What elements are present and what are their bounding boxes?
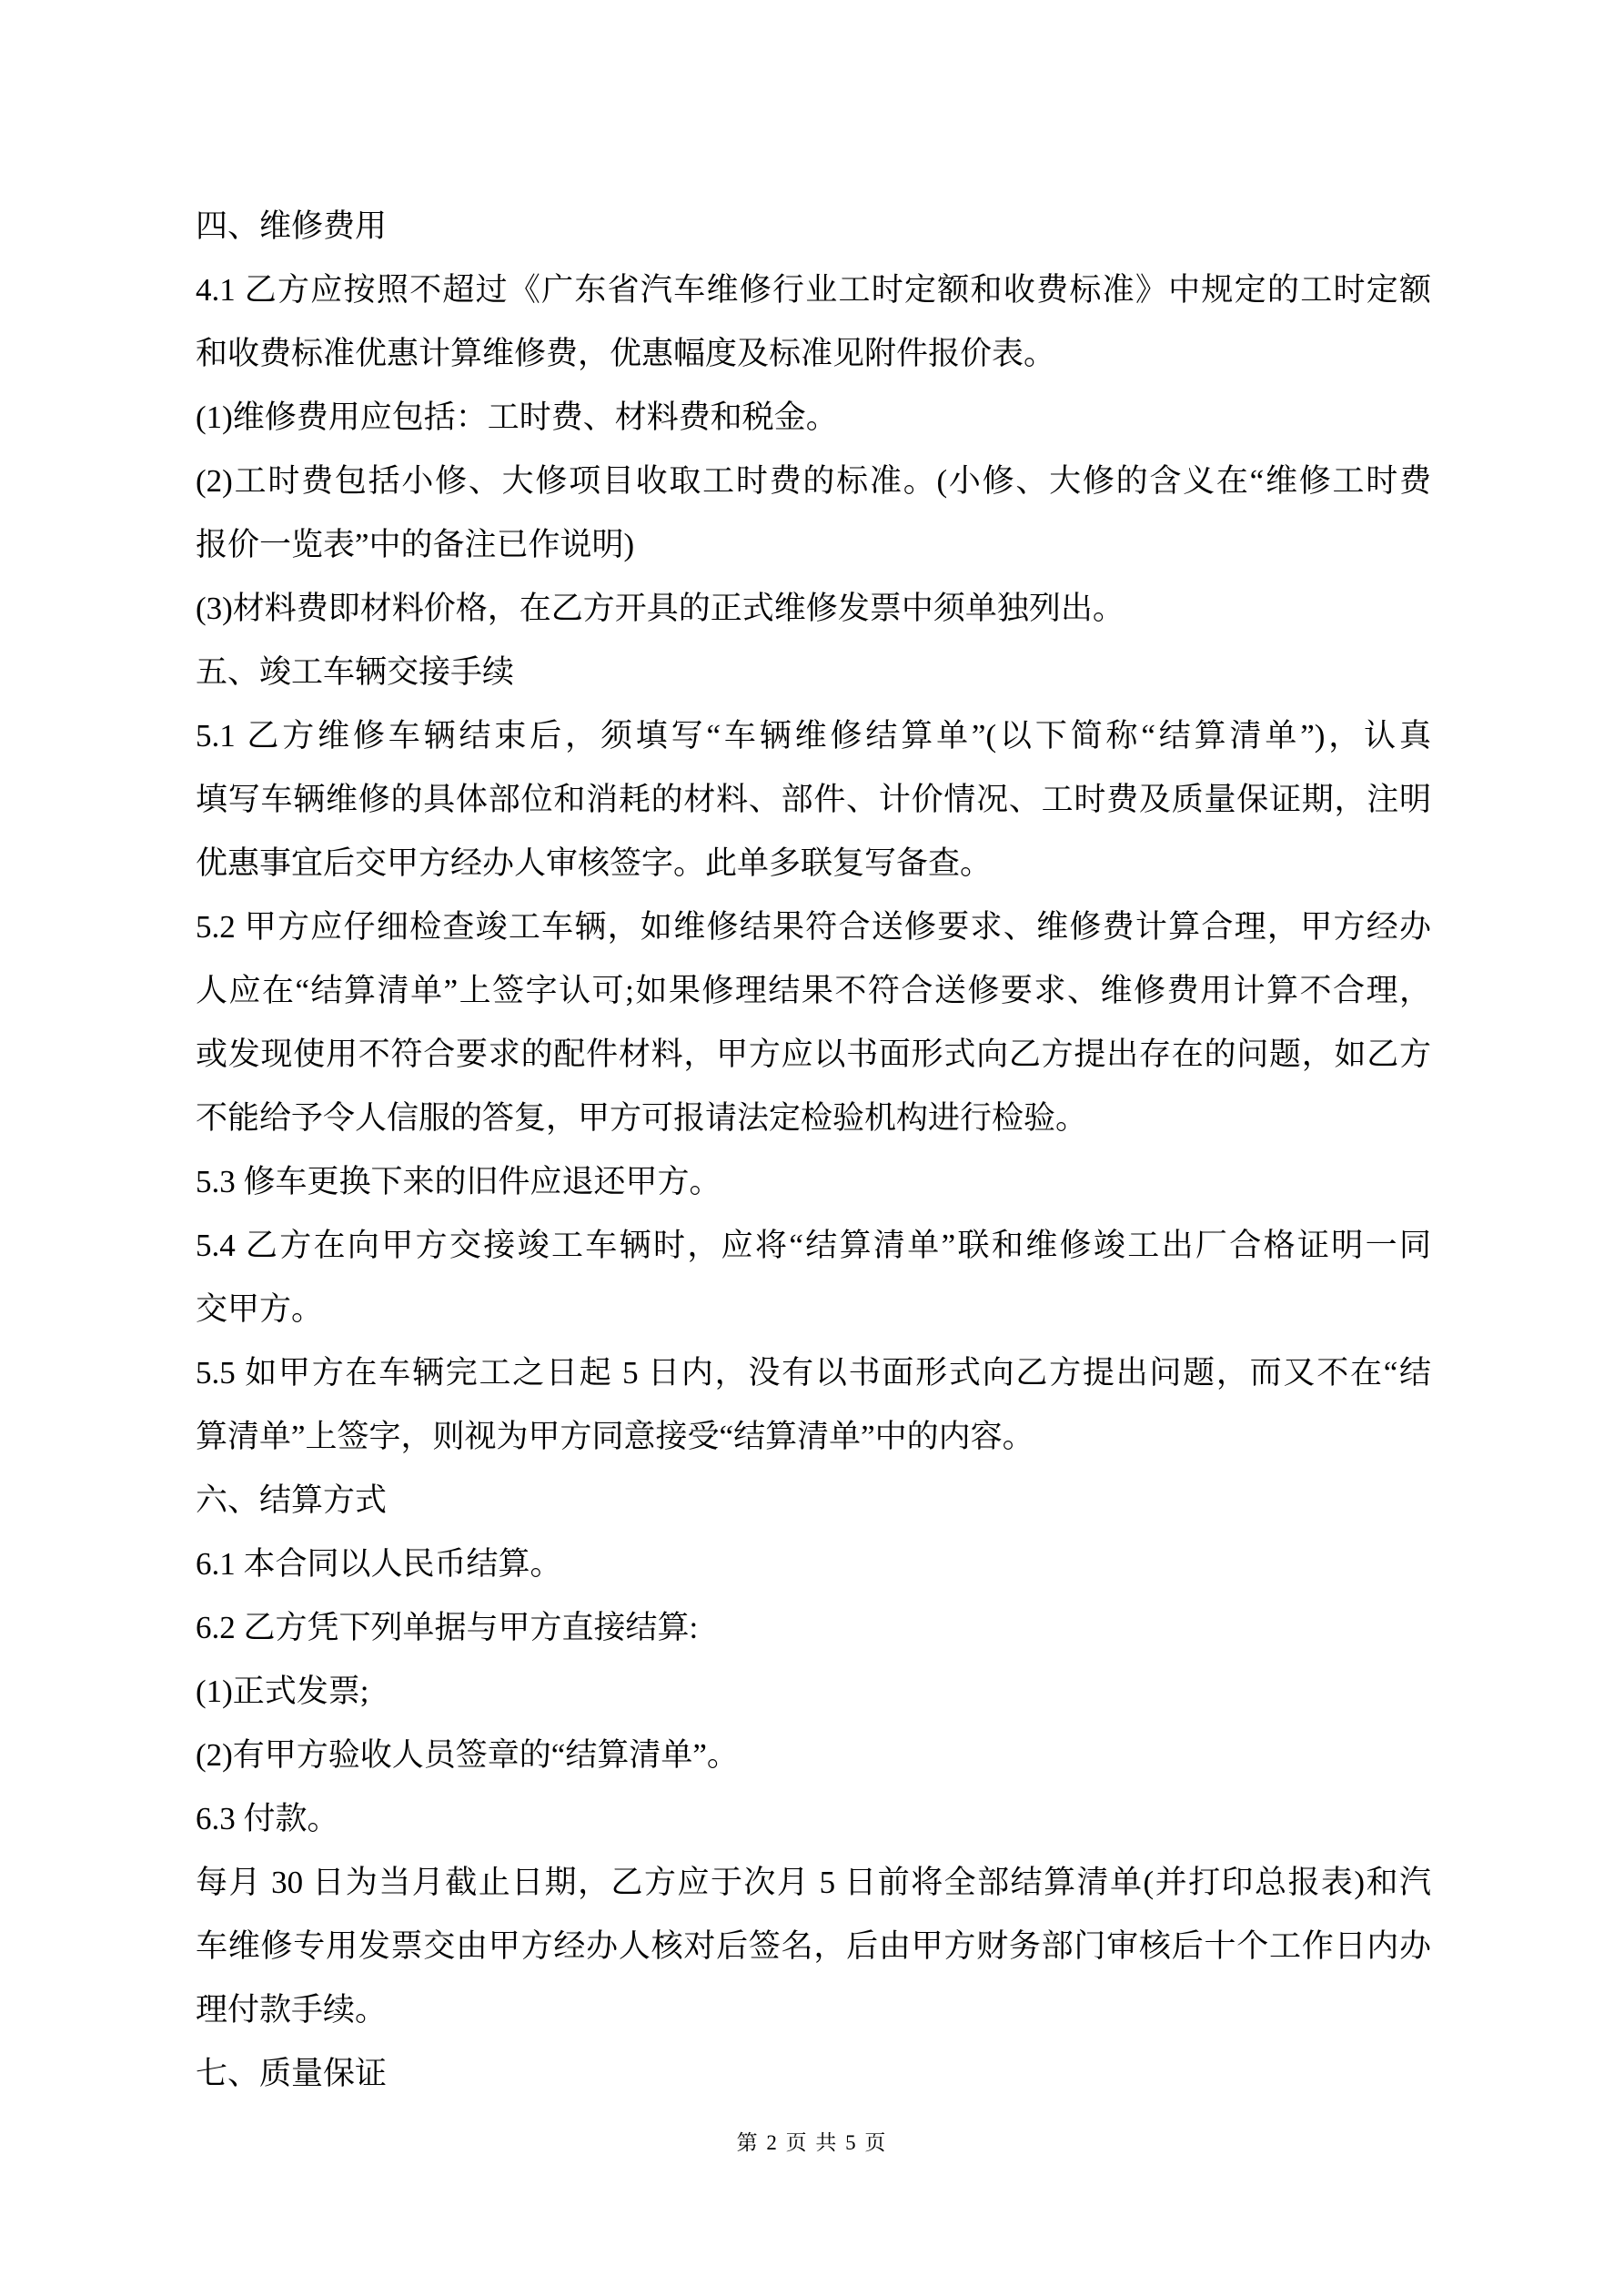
contract-clause (196, 1150, 1431, 1214)
text-line: 和收费标准优惠计算维修费，优惠幅度及标准见附件报价表。 (196, 336, 1056, 371)
contract-clause (196, 1851, 1431, 2042)
text-line: 人应在“结算清单”上签字认可;如果修理结果不符合送修要求、维修费用计算不合理， (196, 973, 1431, 1008)
text-line: (2)工时费包括小修、大修项目收取工时费的标准。(小修、大修的含义在“维修工时费 (196, 463, 1431, 499)
contract-clause (196, 1214, 1431, 1341)
text-line: 6.3 付款。 (196, 1801, 339, 1836)
section-heading (196, 1469, 1431, 1532)
text-line: 5.2 甲方应仔细检查竣工车辆，如维修结果符合送修要求、维修费计算合理，甲方经办 (196, 909, 1431, 945)
text-line: 5.1 乙方维修车辆结束后，须填写“车辆维修结算单”(以下简称“结算清单”)，认真 (196, 718, 1431, 754)
section-heading (196, 195, 1431, 258)
text-line: 5.4 乙方在向甲方交接竣工车辆时，应将“结算清单”联和维修竣工出厂合格证明一同 (196, 1228, 1431, 1263)
contract-list-item (196, 1724, 1431, 1787)
contract-clause (196, 1341, 1431, 1469)
text-line: 每月 30 日为当月截止日期，乙方应于次月 5 日前将全部结算清单(并打印总报表)和汽 (196, 1865, 1431, 1900)
text-line: 五、竣工车辆交接手续 (196, 654, 515, 690)
text-line: 4.1 乙方应按照不超过《广东省汽车维修行业工时定额和收费标准》中规定的工时定额 (196, 272, 1431, 308)
text-line: (1)正式发票; (196, 1674, 369, 1709)
text-line: (2)有甲方验收人员签章的“结算清单”。 (196, 1737, 739, 1773)
text-line: 算清单”上签字，则视为甲方同意接受“结算清单”中的内容。 (196, 1419, 1034, 1454)
text-line: 5.5 如甲方在车辆完工之日起 5 日内，没有以书面形式向乙方提出问题，而又不在“结 (196, 1355, 1431, 1391)
text-line: 或发现使用不符合要求的配件材料，甲方应以书面形式向乙方提出存在的问题，如乙方 (196, 1037, 1431, 1072)
text-line: 6.2 乙方凭下列单据与甲方直接结算: (196, 1610, 699, 1645)
text-line: (1)维修费用应包括：工时费、材料费和税金。 (196, 400, 838, 435)
text-line: 优惠事宜后交甲方经办人审核签字。此单多联复写备查。 (196, 845, 993, 881)
contract-clause (196, 1787, 1431, 1851)
text-line: 车维修专用发票交由甲方经办人核对后签名，后由甲方财务部门审核后十个工作日内办 (196, 1928, 1431, 1964)
contract-clause (196, 895, 1431, 1150)
text-line: 5.3 修车更换下来的旧件应退还甲方。 (196, 1164, 721, 1199)
contract-list-item (196, 577, 1431, 641)
text-line: 不能给予令人信服的答复，甲方可报请法定检验机构进行检验。 (196, 1100, 1088, 1136)
text-line: (3)材料费即材料价格，在乙方开具的正式维修发票中须单独列出。 (196, 591, 1125, 626)
document-body (196, 195, 1431, 2106)
text-line: 四、维修费用 (196, 208, 388, 244)
contract-clause (196, 704, 1431, 895)
section-heading (196, 641, 1431, 704)
page-footer: 第 2 页 共 5 页 (736, 2131, 888, 2154)
text-line: 理付款手续。 (196, 1992, 388, 2028)
contract-list-item (196, 450, 1431, 577)
text-line: 报价一览表”中的备注已作说明) (196, 527, 635, 562)
text-line: 6.1 本合同以人民币结算。 (196, 1546, 562, 1582)
text-line: 七、质量保证 (196, 2056, 388, 2091)
contract-clause (196, 1596, 1431, 1660)
text-line: 填写车辆维修的具体部位和消耗的材料、部件、计价情况、工时费及质量保证期，注明 (196, 782, 1431, 817)
text-line: 六、结算方式 (196, 1482, 388, 1518)
contract-clause (196, 258, 1431, 386)
contract-clause (196, 1532, 1431, 1596)
contract-list-item (196, 386, 1431, 450)
contract-list-item (196, 1660, 1431, 1724)
section-heading (196, 2042, 1431, 2106)
text-line: 交甲方。 (196, 1291, 324, 1327)
